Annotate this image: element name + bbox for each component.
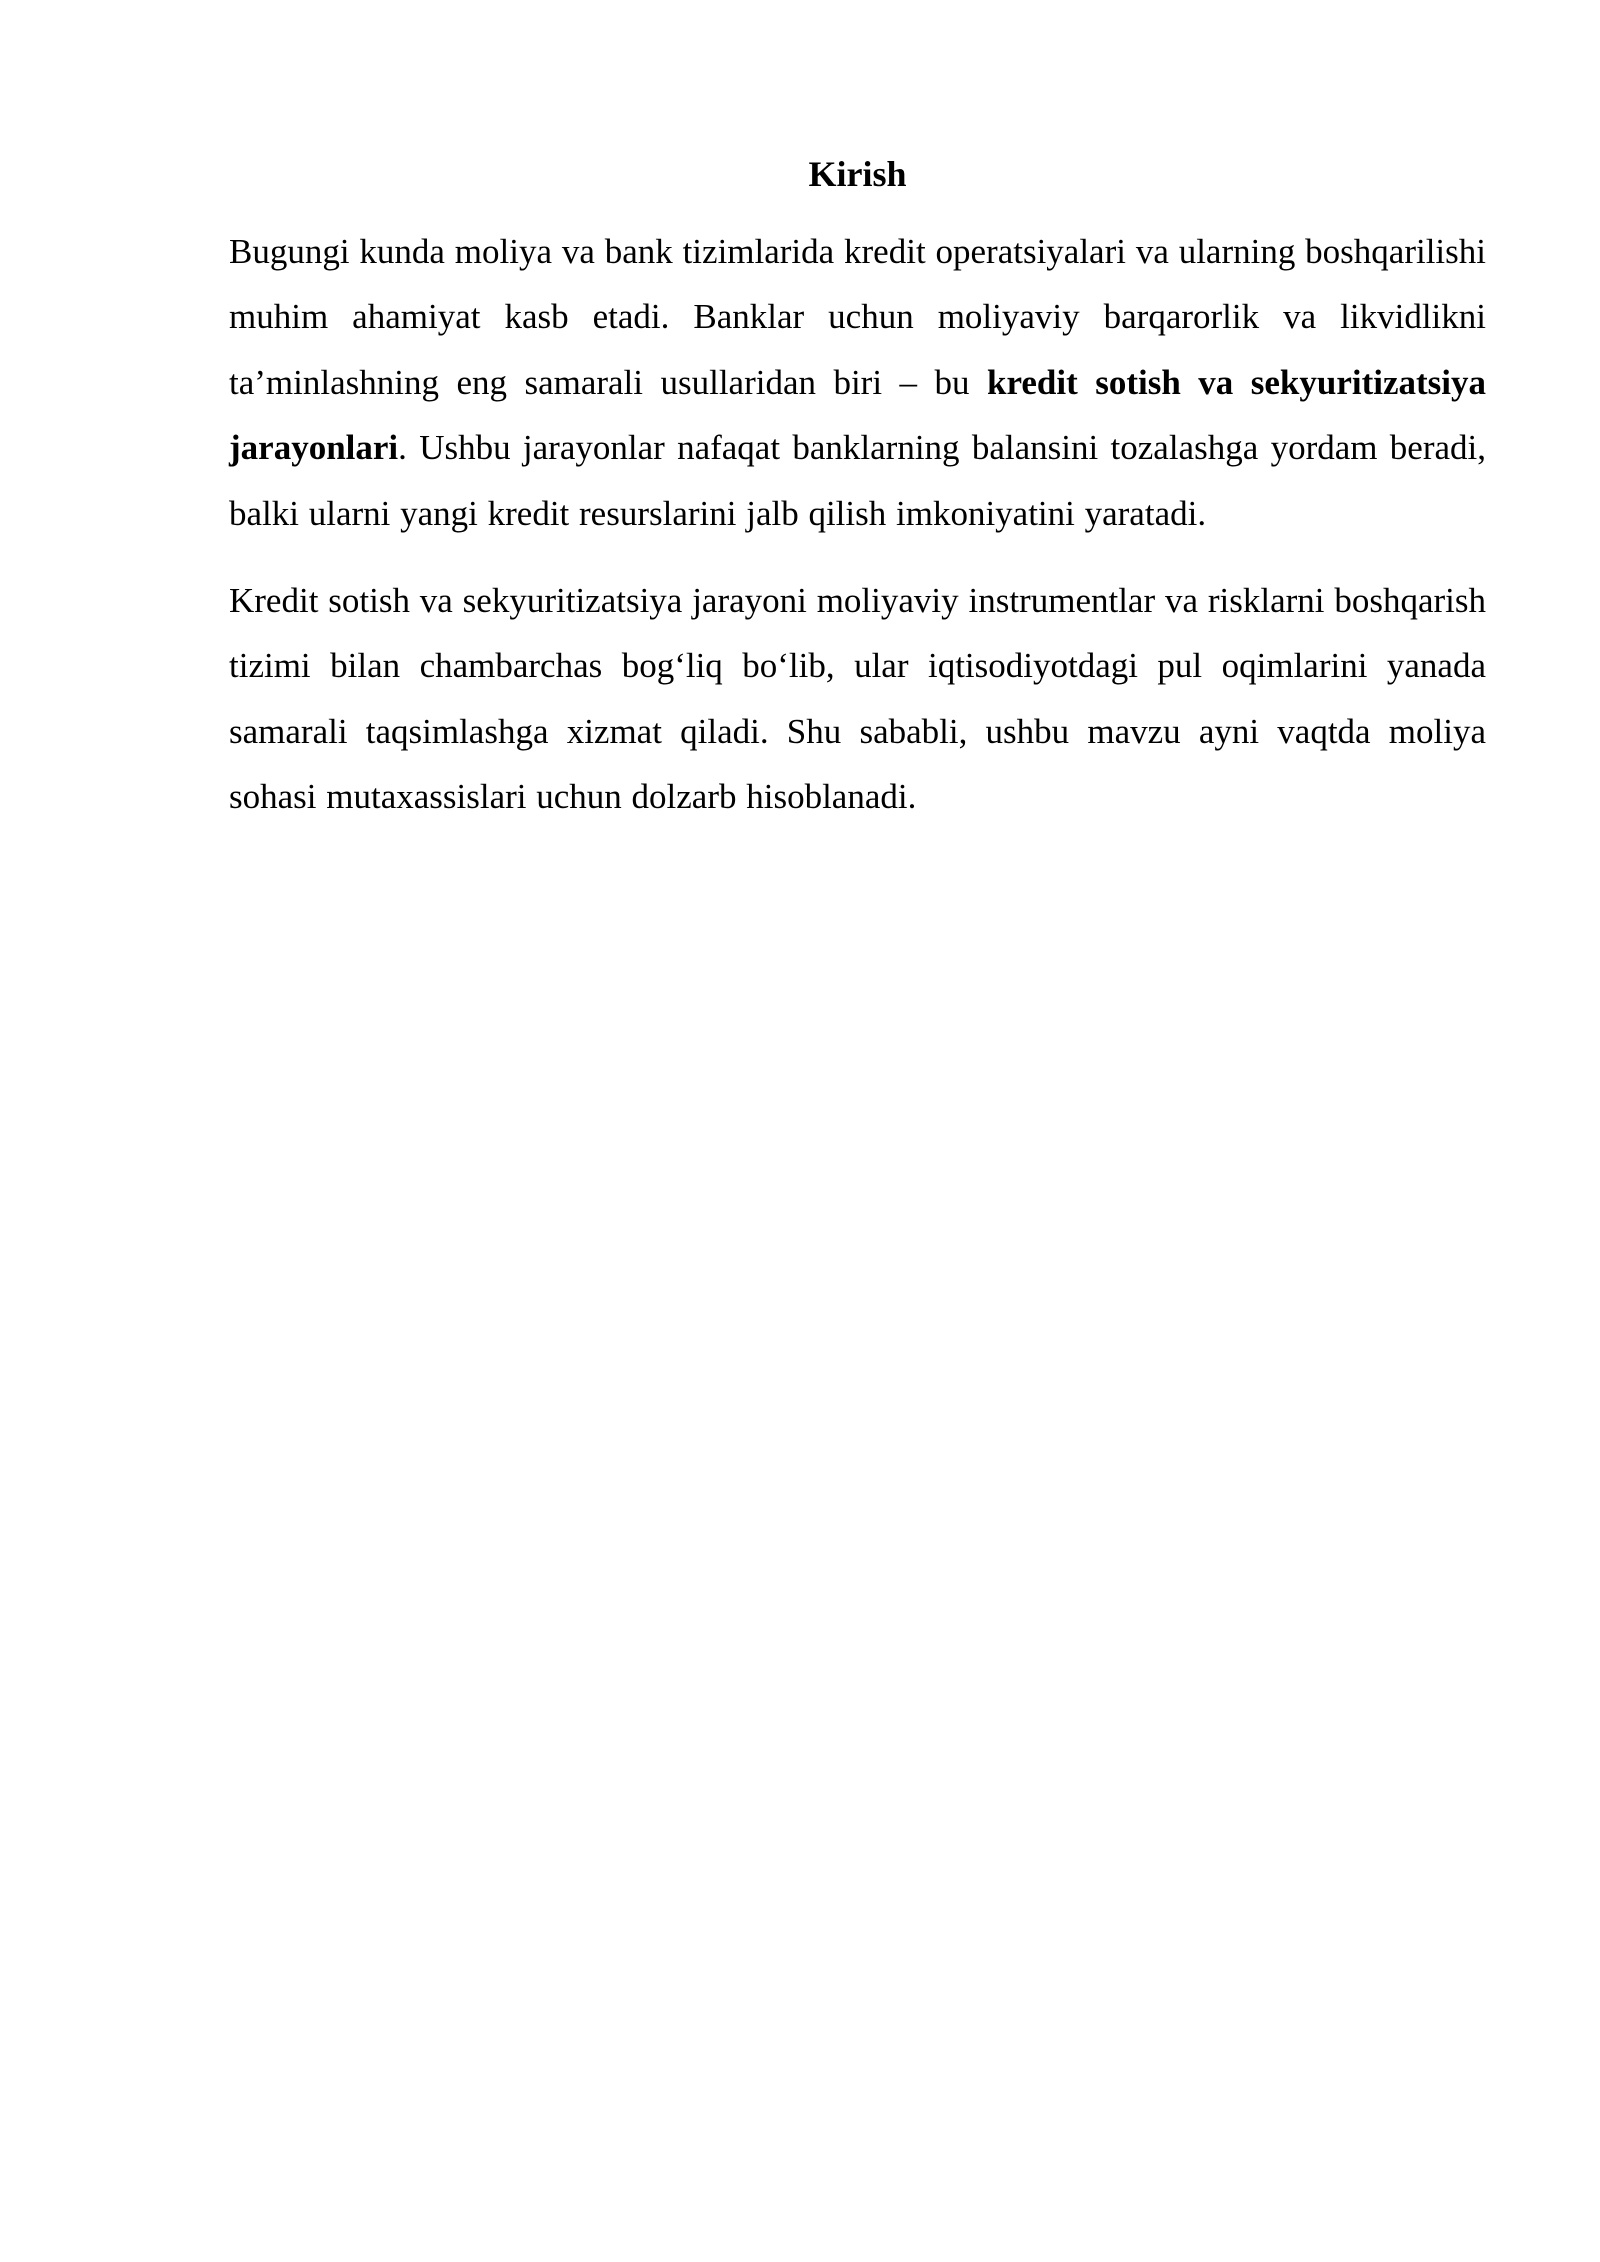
page-content <box>229 143 1486 852</box>
paragraph-1-text-start: Bugungi kunda moliya va bank tizimlarida kredit operatsiyalari va ularning boshqarilishi muhim ahamiyat kasb etadi. Banklar uchun moliyaviy barqarorlik va likvidlikni ta’minlashning eng samarali usullaridan biri – bu <box>229 232 1486 402</box>
paragraph-1-bold-phrase: kredit sotish va sekyuritizatsiya jarayonlari <box>229 362 1486 468</box>
paragraph-2: Kredit sotish va sekyuritizatsiya jarayoni moliyaviy instrumentlar va risklarni boshqarish tizimi bilan chambarchas bog‘liq bo‘lib, ular iqtisodiyotdagi pul oqimlarini yanada samarali taqsimlashga xizmat qiladi. Shu sababli, ushbu mavzu ayni vaqtda moliya sohasi mutaxassislari uchun dolzarb hisoblanadi. <box>229 581 1486 817</box>
section-title: Kirish <box>808 154 907 194</box>
paragraph-1-text-end: . Ushbu jarayonlar nafaqat banklarning balansini tozalashga yordam beradi, balki ularni yangi kredit resurslarini jalb qilish imkoniyatini yaratadi. <box>229 428 1486 533</box>
paragraph-1 <box>229 219 1486 546</box>
